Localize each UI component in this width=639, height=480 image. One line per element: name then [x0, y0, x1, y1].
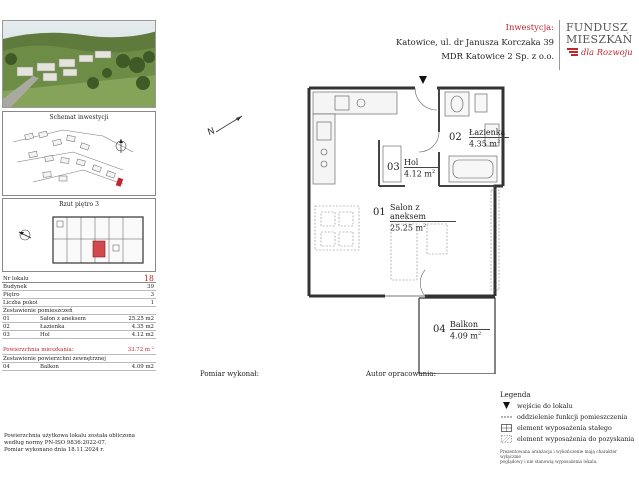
author-label: Autor opracowania:	[366, 370, 436, 378]
footnote: Powierzchnia użytkowa lokalu została obliczona według normy PN-ISO 9836:2022-07. Pomiar wykonano dnia 18.11.2024 r.	[4, 433, 135, 453]
header-divider	[559, 20, 560, 70]
unit-info-table	[2, 275, 156, 371]
company-name: MDR Katowice 2 Sp. z o.o.	[441, 51, 554, 61]
table-row: 04 Balkon 4.09 m2	[3, 364, 154, 370]
compass-icon	[19, 230, 31, 240]
rooms-header: Zestawienie pomieszczeń	[2, 307, 156, 315]
brand-stripes-icon	[567, 48, 578, 56]
floor-plan-title: Rzut piętro 3	[59, 201, 99, 208]
room-label-02: 02	[449, 132, 462, 143]
room-name-02: Łazienka 4.35 $m^2$	[469, 128, 509, 149]
site-scheme-panel	[2, 111, 156, 196]
legend-title: Legenda	[500, 391, 531, 399]
table-row: 02 Łazienka 4.35 m2	[3, 324, 154, 330]
legend-item: element wyposażenia stałego	[500, 423, 638, 434]
total-area-value: 33.72 m	[127, 347, 150, 353]
room-label-03: 03	[387, 162, 400, 173]
room-label-04: 04	[433, 324, 446, 335]
entry-arrow-icon	[419, 76, 427, 84]
entry-arrow-icon	[501, 402, 512, 410]
fixed-equipment-icon	[501, 424, 512, 432]
svg-text:N: N	[206, 126, 217, 138]
table-row: 01 Salon z aneksem 25.25 m2	[3, 316, 154, 322]
investment-label: Inwestycja:	[505, 22, 554, 32]
brand-logo: FUNDUSZ MIESZKAŃ dla Rozwoju	[566, 21, 633, 57]
legend	[500, 391, 638, 464]
north-arrow-icon	[116, 139, 126, 153]
unit-number: 18	[143, 274, 154, 283]
legend-item: oddzielenie funkcji pomieszczenia	[500, 412, 638, 423]
room-name-01: Salon z aneksem 25.25 $m^2$	[390, 203, 456, 233]
legend-note: Prezentowana aranżacja i wykończenie mają charakter wyłącznie poglądowy i nie stanowią wyposażenia lokalu.	[500, 449, 617, 464]
movable-equipment-icon	[501, 435, 512, 443]
floor-plan-panel	[2, 198, 156, 272]
room-label-01: 01	[373, 207, 386, 218]
legend-item: wejście do lokalu	[500, 401, 638, 412]
dashed-line-icon	[501, 413, 512, 421]
table-row: Budynek 39	[3, 284, 154, 290]
room-name-03: Hol 4.12 $m^2$	[404, 158, 440, 179]
table-row: Nr lokalu 18	[3, 274, 154, 283]
legend-item: element wyposażenia do pozyskania	[500, 434, 638, 445]
site-scheme-map	[3, 122, 155, 194]
total-area-row: Powierzchnia mieszkania: 33.72 m 2	[3, 345, 154, 353]
investment-address: Katowice, ul. dr Janusza Korczaka 39	[396, 37, 554, 47]
table-row: 03 Hol 4.12 m2	[3, 332, 154, 338]
measured-by-label: Pomiar wykonał:	[200, 370, 259, 378]
site-scheme-title: Schemat inwestycji	[49, 114, 109, 121]
table-row: Liczba pokoi 1	[3, 300, 154, 306]
floor-key-plan	[3, 209, 155, 271]
aerial-photo	[2, 20, 156, 108]
room-name-04: Balkon 4.09 $m^2$	[450, 320, 490, 341]
north-arrow-icon	[206, 112, 246, 138]
table-row: Piętro 3	[3, 292, 154, 298]
outdoor-header: Zestawienie powierzchni zewnętrznej	[2, 355, 156, 363]
